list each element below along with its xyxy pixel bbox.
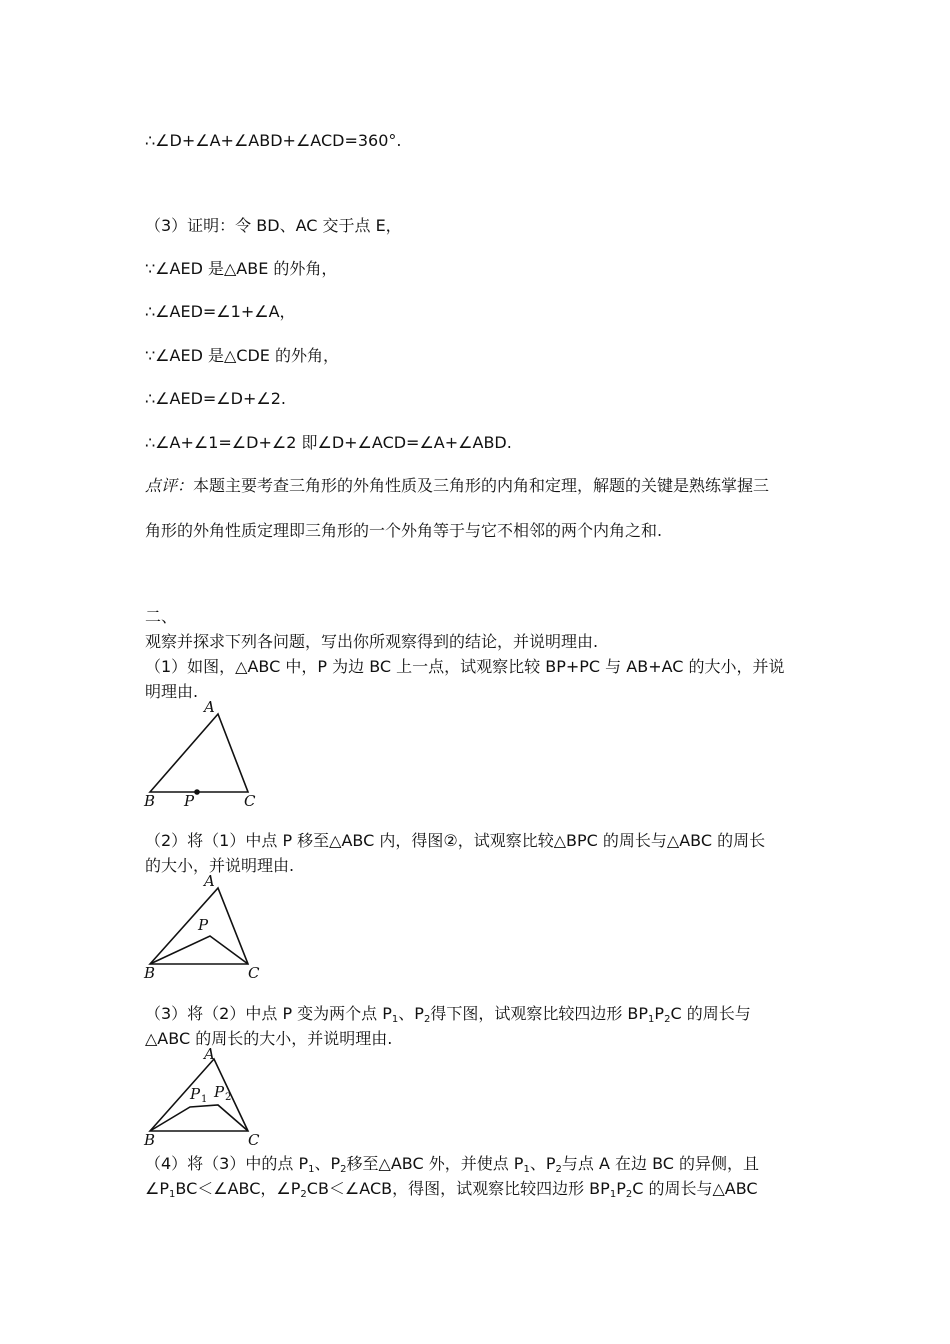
q3-sub-3: 1 xyxy=(648,1014,655,1025)
q4-text-2: 、P xyxy=(314,1154,341,1173)
problem-number: 二、 xyxy=(145,607,178,626)
q4-sub-2: 2 xyxy=(340,1164,347,1175)
q4-text-1: （4）将（3）中的点 P xyxy=(145,1154,309,1173)
label-a: A xyxy=(204,698,215,716)
question-4-line-2 xyxy=(145,1179,758,1199)
label-p: P xyxy=(184,792,195,810)
label-p1: P xyxy=(190,1085,201,1103)
q4-text-5: 与点 A 在边 BC 的异侧，且 xyxy=(561,1154,760,1173)
q4b-text-5: C 的周长与△ABC xyxy=(632,1179,758,1198)
q4-sub-3: 1 xyxy=(523,1164,530,1175)
question-4-line-1 xyxy=(145,1154,759,1174)
comment-text-1: 本题主要考查三角形的外角性质及三角形的内角和定理，解题的关键是熟练掌握三 xyxy=(193,476,770,495)
q4b-text-3: CB＜∠ACB，得图，试观察比较四边形 BP xyxy=(306,1179,610,1198)
q4b-sub-1: 1 xyxy=(169,1189,176,1200)
label-b: B xyxy=(144,1131,156,1149)
question-2-line-1: （2）将（1）中点 P 移至△ABC 内，得图②，试观察比较△BPC 的周长与△ABC 的周长 xyxy=(145,831,766,850)
question-1-line-1: （1）如图，△ABC 中，P 为边 BC 上一点，试观察比较 BP+PC 与 AB+AC 的大小，并说 xyxy=(145,657,785,676)
label-b: B xyxy=(144,964,156,982)
figure-2-triangle xyxy=(140,870,280,982)
solution-line-5: ∵∠AED 是△CDE 的外角， xyxy=(145,346,339,365)
comment-label: 点评： xyxy=(145,476,194,495)
solution-line-1: ∴∠D+∠A+∠ABD+∠ACD=360°. xyxy=(145,131,402,150)
question-1-line-2: 明理由. xyxy=(145,682,199,701)
label-p2-sub: 2 xyxy=(225,1092,232,1103)
q4-sub-4: 2 xyxy=(555,1164,562,1175)
triangle-abc xyxy=(150,714,248,792)
label-p2: P xyxy=(214,1083,225,1101)
figure-3-triangle xyxy=(140,1045,280,1151)
label-c: C xyxy=(244,792,256,810)
inner-path-bpc xyxy=(150,936,248,964)
q4-sub-1: 1 xyxy=(308,1164,315,1175)
solution-line-3: ∵∠AED 是△ABE 的外角， xyxy=(145,259,338,278)
q4-text-3: 移至△ABC 外，并使点 P xyxy=(346,1154,524,1173)
q4-text-4: 、P xyxy=(529,1154,556,1173)
q3-text-5: C 的周长与 xyxy=(670,1004,751,1023)
q3-text-3: 得下图，试观察比较四边形 BP xyxy=(430,1004,649,1023)
label-p1-sub: 1 xyxy=(201,1094,208,1105)
q4b-text-4: P xyxy=(616,1179,626,1198)
label-c: C xyxy=(248,1131,260,1149)
comment-line-2: 角形的外角性质定理即三角形的一个外角等于与它不相邻的两个内角之和. xyxy=(145,521,663,540)
q4b-sub-4: 2 xyxy=(625,1189,633,1200)
q3-text-1: （3）将（2）中点 P 变为两个点 P xyxy=(145,1004,392,1023)
q3-text-4: P xyxy=(654,1004,665,1023)
q3-sub-1: 1 xyxy=(391,1014,399,1025)
q4b-text-2: BC＜∠ABC，∠P xyxy=(175,1179,301,1198)
problem-intro: 观察并探求下列各问题，写出你所观察得到的结论，并说明理由. xyxy=(145,632,599,651)
comment-line-1 xyxy=(145,476,769,496)
figure-1-triangle xyxy=(140,698,280,810)
label-c: C xyxy=(248,964,260,982)
q3-text-2: 、P xyxy=(398,1004,424,1023)
solution-line-7: ∴∠A+∠1=∠D+∠2 即∠D+∠ACD=∠A+∠ABD. xyxy=(145,433,512,452)
label-a: A xyxy=(204,1045,215,1063)
label-a: A xyxy=(204,872,215,890)
inner-path-bp1p2c xyxy=(150,1105,248,1131)
q4b-sub-2: 2 xyxy=(300,1189,307,1200)
point-p xyxy=(194,789,200,795)
q3-sub-4: 2 xyxy=(664,1014,671,1025)
question-3-line-2: △ABC 的周长的大小，并说明理由. xyxy=(145,1029,393,1048)
solution-line-6: ∴∠AED=∠D+∠2. xyxy=(145,389,286,408)
label-p: P xyxy=(198,916,209,934)
question-2-line-2: 的大小，并说明理由. xyxy=(145,856,295,875)
question-3-line-1 xyxy=(145,1004,751,1024)
solution-line-4: ∴∠AED=∠1+∠A， xyxy=(145,302,296,321)
q4b-sub-3: 1 xyxy=(609,1189,617,1200)
q3-sub-2: 2 xyxy=(423,1014,431,1025)
solution-line-2: （3）证明：令 BD、AC 交于点 E， xyxy=(145,216,402,235)
q4b-text-1: ∠P xyxy=(145,1179,169,1198)
label-b: B xyxy=(144,792,156,810)
